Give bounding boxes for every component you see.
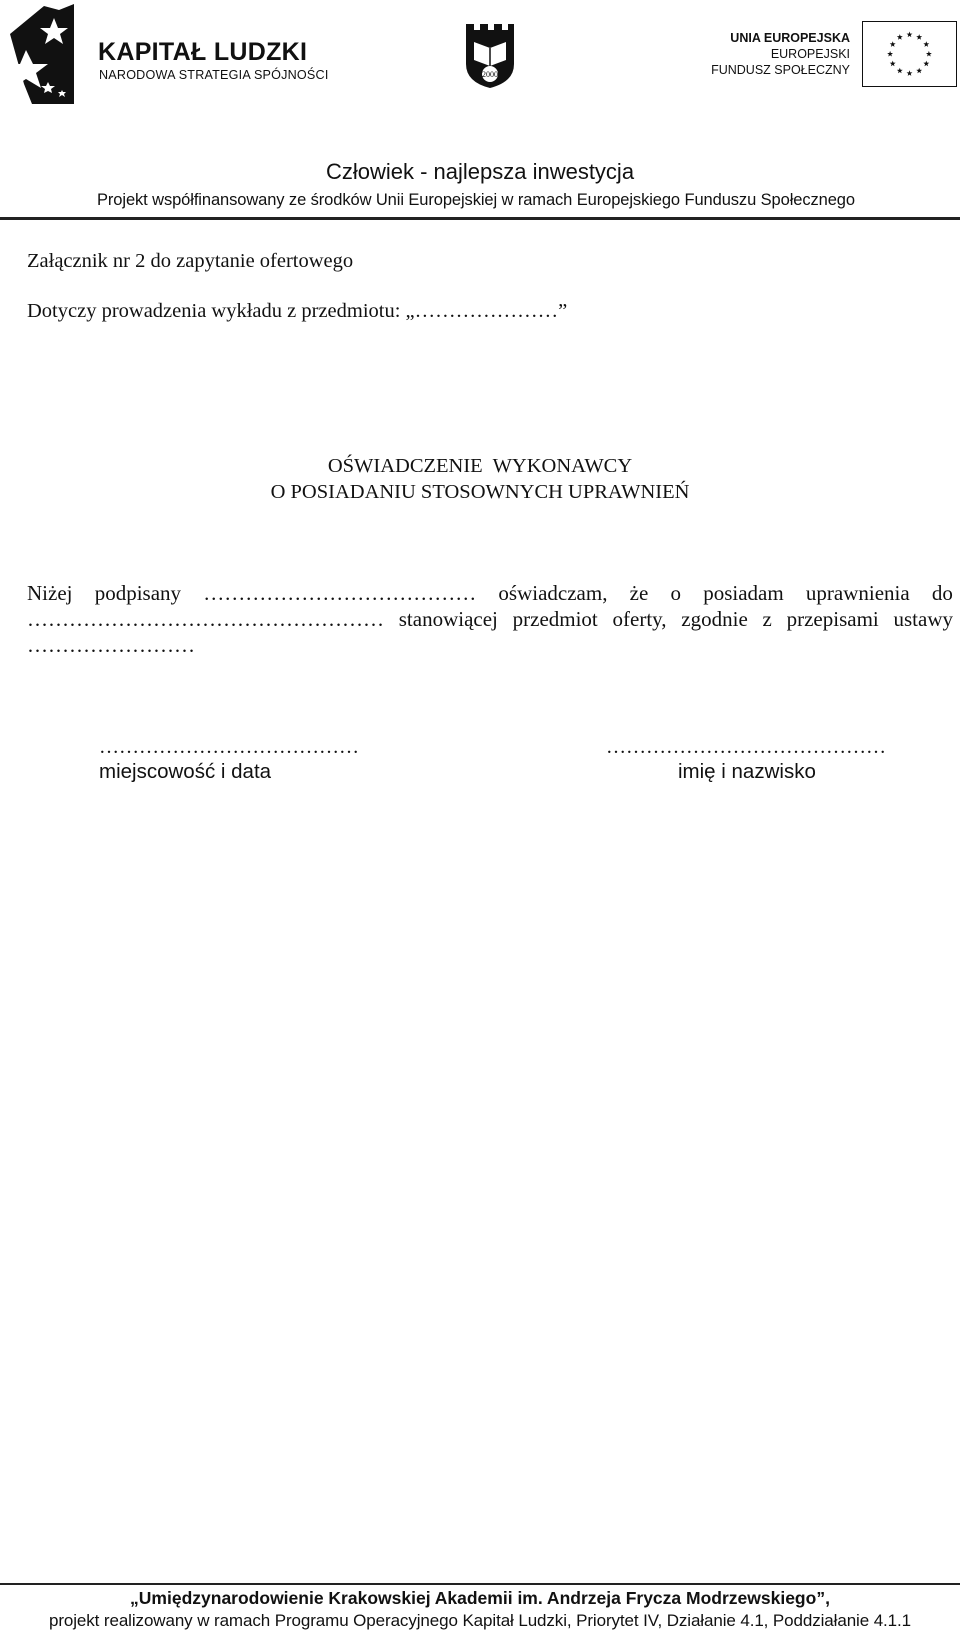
word: uprawnienia — [805, 581, 910, 605]
eu-flag-icon — [862, 21, 957, 87]
place-date-label: miejscowość i data — [99, 760, 272, 783]
eu-star — [916, 68, 922, 74]
word: Niżej — [27, 581, 73, 605]
document-title-line2: O POSIADANIU STOSOWNYCH UPRAWNIEŃ — [270, 481, 690, 503]
eu-star — [890, 61, 896, 67]
eu-star — [923, 61, 929, 67]
eu-star — [916, 34, 922, 40]
eu-star — [907, 70, 913, 76]
word: oferty, — [612, 607, 667, 631]
paragraph-row3 — [27, 632, 953, 658]
university-crest-icon — [462, 20, 518, 90]
header-divider — [0, 217, 960, 220]
fill-blank-name: ………………………………… — [203, 581, 477, 605]
eu-star — [897, 34, 903, 40]
eu-line1: UNIA EUROPEJSKA — [730, 31, 850, 45]
footer-program-line: projekt realizowany w ramach Programu Operacyjnego Kapitał Ludzki, Priorytet IV, Działanie 4.1, Poddziałanie 4.1.1 — [48, 1611, 912, 1630]
footer-project-title: „Umiędzynarodowienie Krakowskiej Akademii im. Andrzeja Frycza Modrzewskiego”, — [130, 1588, 830, 1608]
declaration-paragraph — [27, 580, 953, 658]
eu-star — [887, 51, 893, 57]
name-blank: …………………………………… — [606, 736, 886, 758]
slogan: Człowiek - najlepsza inwestycja — [325, 159, 635, 184]
kapital-ludzki-subtitle: NARODOWA STRATEGIA SPÓJNOŚCI — [99, 68, 329, 82]
paragraph-row2 — [27, 606, 953, 632]
stars-icon — [5, 4, 74, 104]
word: do — [931, 581, 953, 605]
annex-label: Załącznik nr 2 do zapytanie ofertowego — [27, 250, 354, 272]
word: podpisany — [94, 581, 182, 605]
eu-star — [923, 41, 929, 47]
word: o — [670, 581, 682, 605]
place-date-blank: ………………………………… — [99, 736, 359, 758]
word: posiadam — [703, 581, 784, 605]
footer-divider — [0, 1583, 960, 1585]
kapital-ludzki-title: KAPITAŁ LUDZKI — [98, 38, 308, 66]
subject-line: Dotyczy prowadzenia wykładu z przedmiotu: „…………………” — [27, 300, 568, 322]
word: z — [762, 607, 772, 631]
eu-line3: FUNDUSZ SPOŁECZNY — [711, 63, 850, 77]
name-label: imię i nazwisko — [678, 760, 816, 783]
eu-star — [926, 51, 932, 57]
word: ustawy — [893, 607, 953, 631]
word: stanowiącej — [398, 607, 498, 631]
word: przedmiot — [512, 607, 598, 631]
fill-blank-act: …………………… — [27, 633, 195, 657]
word: oświadczam, — [498, 581, 608, 605]
eu-star — [897, 68, 903, 74]
paragraph-row1 — [27, 580, 953, 606]
word: zgodnie — [681, 607, 748, 631]
word: że — [629, 581, 649, 605]
fill-blank-subject: …………………………………………… — [27, 607, 384, 631]
word: przepisami — [786, 607, 879, 631]
crest-year: 2000 — [482, 70, 498, 79]
eu-text-block — [711, 30, 850, 78]
eu-star — [907, 32, 913, 38]
document-title-line1: OŚWIADCZENIE WYKONAWCY — [327, 455, 633, 477]
eu-line2: EUROPEJSKI — [770, 47, 850, 61]
eu-star — [890, 41, 896, 47]
project-cofinancing-line: Projekt współfinansowany ze środków Unii Europejskiej w ramach Europejskiego Funduszu Społecznego — [97, 191, 855, 209]
